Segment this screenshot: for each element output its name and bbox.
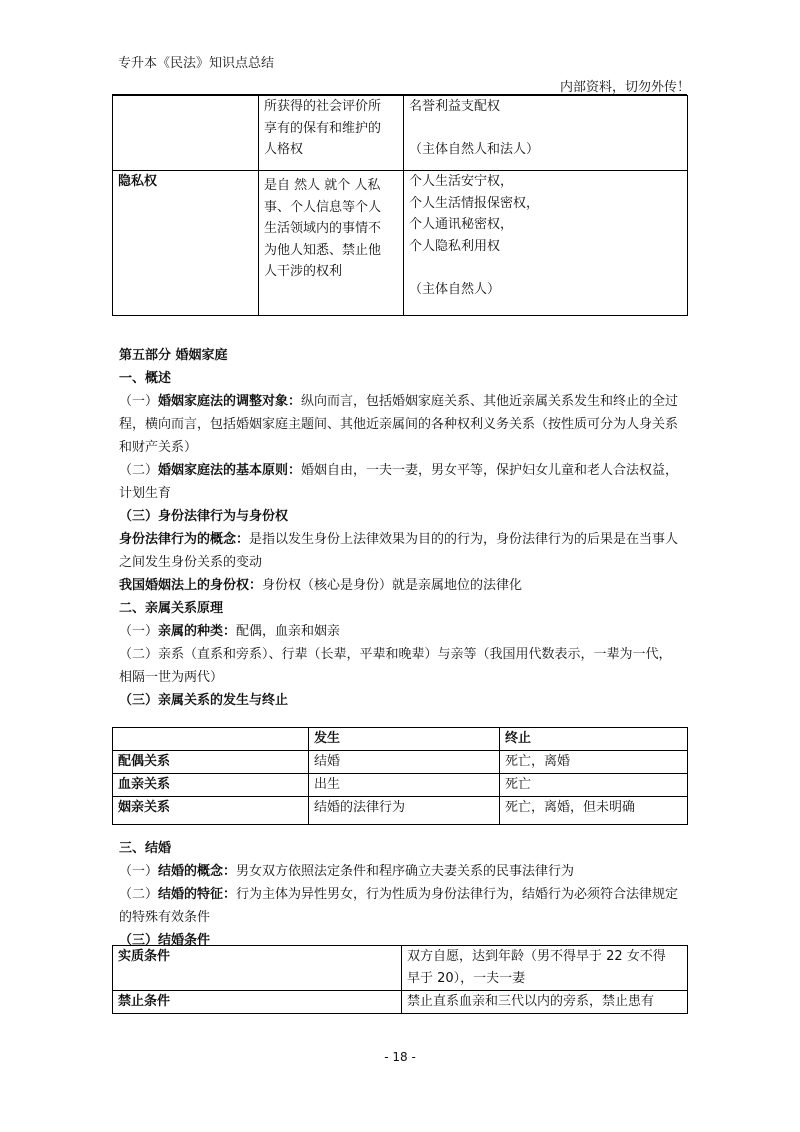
paragraph-marriage-features: [119, 883, 684, 929]
text: 配偶，血亲和姻亲: [236, 624, 341, 639]
prefix: （二）: [119, 887, 159, 902]
right-content-cell: [404, 171, 688, 316]
table-header-cell: [113, 728, 309, 751]
paragraph-identity-rights: [119, 574, 684, 597]
text: 身份权（核心是身份）就是亲属地位的法律化: [262, 578, 523, 593]
term: 婚姻家庭法的调整对象：: [158, 394, 302, 409]
content-line: （主体自然人）: [409, 281, 501, 297]
header-notice: 内部资料，切勿外传！: [559, 80, 690, 95]
table-header-row: [113, 728, 688, 751]
subheading-kinship-start-end: （三）亲属关系的发生与终止: [119, 693, 289, 708]
text: 男女双方依照法定条件和程序确立夫妻关系的民事法律行为: [236, 864, 575, 879]
marriage-conditions-table: [112, 945, 688, 1014]
header-title: 专升本《民法》知识点总结: [118, 56, 275, 71]
table-row: [113, 96, 688, 171]
term: 婚姻家庭法的基本原则：: [158, 463, 302, 478]
condition-content-cell: [402, 991, 688, 1014]
condition-content-cell: [402, 946, 688, 991]
right-definition-cell: [259, 96, 404, 171]
definition-line: 事、个人信息等个人: [264, 199, 382, 215]
paragraph-adjustment-object: [119, 390, 684, 459]
definition-line: 享有的保有和维护的: [264, 120, 382, 136]
subheading-marriage-conditions: （三）结婚条件: [119, 933, 211, 948]
table-header-cell: 发生: [309, 728, 500, 751]
content-line: 个人生活安宁权，: [409, 174, 514, 189]
section-title: 第五部分 婚姻家庭: [119, 348, 228, 363]
table-cell: 姻亲关系: [113, 797, 309, 825]
prefix: （一）: [119, 394, 159, 409]
content-line: [409, 118, 682, 140]
right-name-cell: [113, 96, 259, 171]
heading-marriage: 三、结婚: [119, 841, 172, 856]
prefix: （二）: [119, 463, 159, 478]
definition-line: 所获得的社会评价所: [264, 99, 382, 114]
right-definition-cell: [259, 171, 404, 316]
table-row: [113, 797, 688, 825]
text: 纵向而言，包括婚姻家庭关系、其他近亲属关系发生和终止的全过程，横向而言，包括婚姻家庭主题间、其他近亲属间的各种权利义务关系（按性质可分为人身关系和财产关系）: [119, 394, 679, 455]
condition-line: 早于 20），一夫一妻: [407, 971, 526, 986]
content-line: （主体自然人和法人）: [409, 142, 540, 157]
table-cell: 血亲关系: [113, 774, 309, 797]
table-cell: 结婚: [309, 751, 500, 774]
definition-line: 人格权: [264, 142, 304, 157]
content-line: 名誉利益支配权: [409, 99, 501, 114]
condition-name-cell: 禁止条件: [113, 991, 402, 1014]
section-marriage: [119, 837, 684, 952]
definition-line: 为他人知悉、禁止他: [264, 242, 382, 258]
term: 结婚的特征：: [158, 887, 237, 902]
term: 亲属的种类：: [158, 624, 237, 639]
paragraph-basic-principles: [119, 459, 684, 505]
table-cell: 结婚的法律行为: [309, 797, 500, 825]
condition-name-cell: 实质条件: [113, 946, 402, 991]
table-cell: 死亡: [500, 774, 688, 797]
term: 身份法律行为的概念：: [119, 532, 250, 547]
paragraph-marriage-concept: [119, 860, 684, 883]
term: 结婚的概念：: [158, 864, 237, 879]
subheading-identity-acts: （三）身份法律行为与身份权: [119, 509, 289, 524]
heading-kinship: 二、亲属关系原理: [119, 601, 224, 616]
table-row: [113, 774, 688, 797]
content-line: [409, 257, 682, 279]
kinship-table: [112, 727, 688, 825]
heading-overview: 一、概述: [119, 371, 172, 386]
prefix: （一）: [119, 624, 159, 639]
condition-line: 禁止直系血亲和三代以内的旁系，禁止患有: [407, 994, 655, 1009]
table-cell: 死亡，离婚，但未明确: [500, 797, 688, 825]
content-line: 个人生活情报保密权，: [409, 195, 540, 211]
right-name-cell: 隐私权: [113, 171, 259, 316]
rights-table: [112, 95, 688, 316]
condition-line: 双方自愿，达到年龄（男不得早于 22 女不得: [407, 949, 666, 964]
text: 行为主体为异性男女，行为性质为身份法律行为，结婚行为必须符合法律规定的特殊有效条件: [119, 887, 679, 925]
definition-line: 人干涉的权利: [264, 264, 343, 279]
table-row: [113, 751, 688, 774]
definition-line: 是自 然人 就个 人私: [264, 178, 381, 193]
section-marriage-family: [119, 344, 684, 712]
right-content-cell: [404, 96, 688, 171]
paragraph-identity-act-concept: [119, 528, 684, 574]
table-cell: 死亡，离婚: [500, 751, 688, 774]
table-header-cell: 终止: [500, 728, 688, 751]
table-row: [113, 946, 688, 991]
term: 我国婚姻法上的身份权：: [119, 578, 263, 593]
table-cell: 出生: [309, 774, 500, 797]
prefix: （一）: [119, 864, 159, 879]
definition-line: 生活领域内的事情不: [264, 221, 382, 236]
content-line: 个人通讯秘密权，: [409, 217, 514, 232]
paragraph-kinship-types: [119, 620, 684, 643]
content-line: 个人隐私利用权: [409, 238, 501, 254]
text: 婚姻自由，一夫一妻，男女平等，保护妇女儿童和老人合法权益，计划生育: [119, 463, 679, 501]
page-number: - 18 -: [384, 1050, 416, 1064]
text: 是指以发生身份上法律效果为目的的行为，身份法律行为的后果是在当事人之间发生身份关系的变动: [119, 532, 679, 570]
paragraph-kinship-degree: （二）亲系（直系和旁系）、行辈（长辈，平辈和晚辈）与亲等（我国用代数表示，一辈为一代，相隔一世为两代）: [119, 647, 672, 685]
table-row: [113, 991, 688, 1014]
table-cell: 配偶关系: [113, 751, 309, 774]
table-row: [113, 171, 688, 316]
